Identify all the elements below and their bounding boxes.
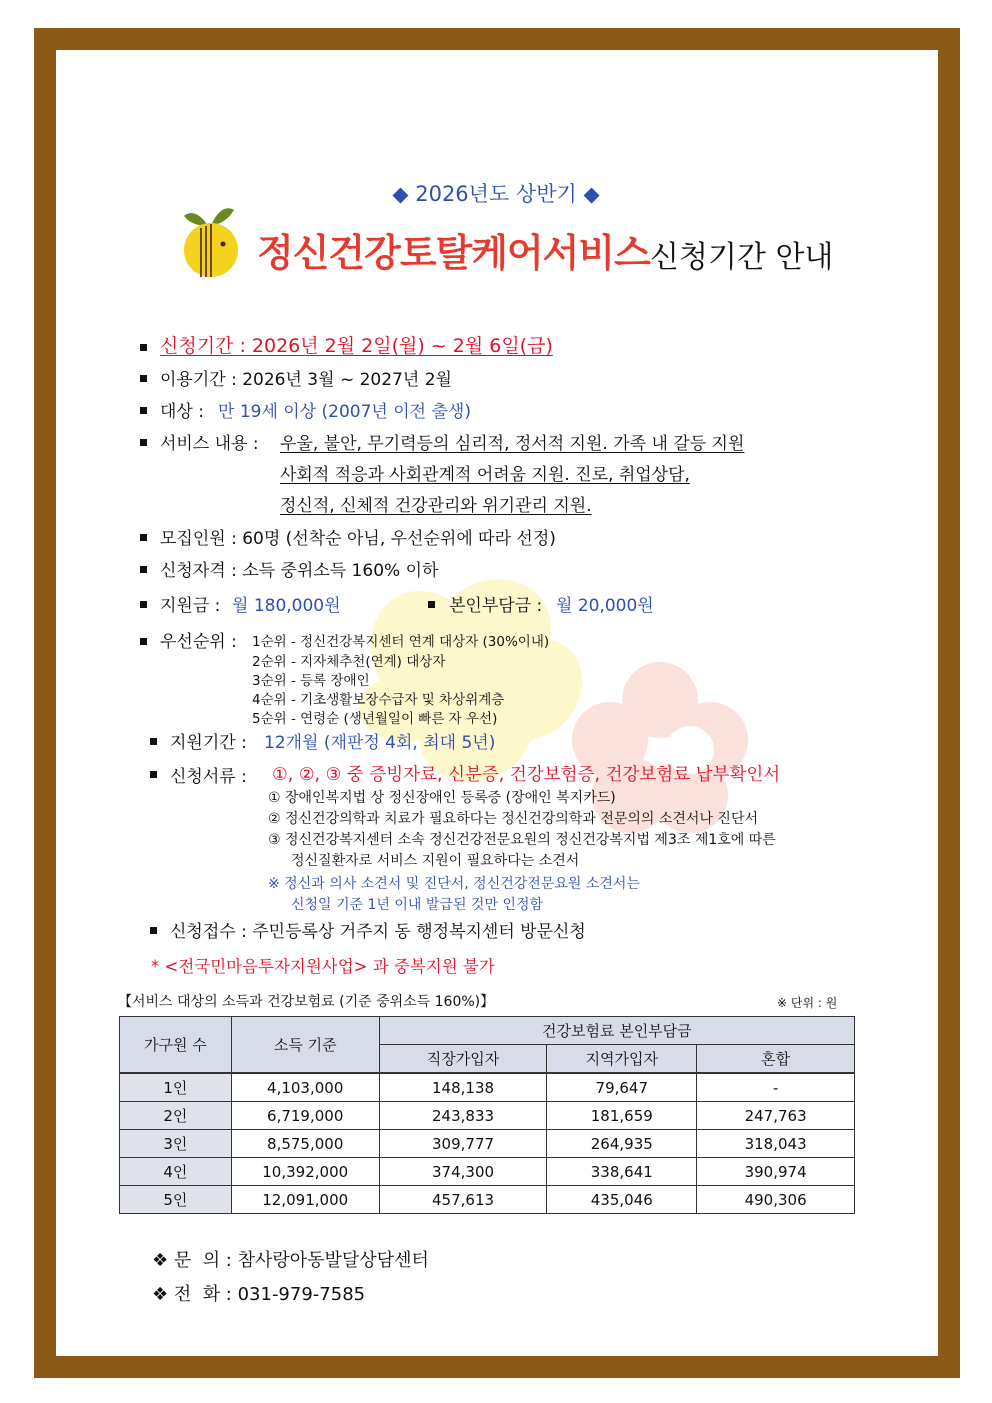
cell-household: 4인 [120, 1158, 232, 1186]
table-row [120, 1158, 855, 1186]
document-3-cont: 정신질환자로 서비스 지원이 필요하다는 소견서 [291, 853, 580, 869]
cell-workplace: 148,138 [379, 1073, 547, 1102]
documents-value: ①, ②, ③ 중 증빙자료, 신분증, 건강보험증, 건강보험료 납부확인서 [272, 765, 781, 785]
priority-line-1: 1순위 - 정신건강복지센터 연계 대상자 (30%이내) [252, 634, 550, 650]
title-sub: 신청기간 안내 [650, 240, 834, 275]
bullet [150, 771, 157, 778]
reception: 신청접수 : 주민등록상 거주지 동 행정복지센터 방문신청 [170, 922, 586, 942]
contact-inquiry: ❖ 문 의 : 참사랑아동발달상담센터 [152, 1250, 429, 1271]
copay-label: 본인부담금 : [449, 596, 543, 616]
cell-workplace: 457,613 [379, 1186, 547, 1214]
cell-income: 4,103,000 [231, 1073, 379, 1102]
cell-regional: 435,046 [547, 1186, 697, 1214]
cell-mixed: - [697, 1073, 855, 1102]
table-row [120, 1073, 855, 1102]
header-household: 가구원 수 [120, 1017, 232, 1074]
table-caption: 【서비스 대상의 소득과 건강보험료 (기준 중위소득 160%)】 [118, 994, 495, 1010]
subtitle: ◆ 2026년도 상반기 ◆ [392, 182, 600, 206]
target-label: 대상 : [160, 402, 204, 422]
support-value: 월 180,000원 [232, 596, 341, 616]
cell-household: 3인 [120, 1130, 232, 1158]
priority-line-2: 2순위 - 지자체추천(연계) 대상자 [252, 654, 446, 670]
cell-mixed: 318,043 [697, 1130, 855, 1158]
documents-note-2: 신청일 기준 1년 이내 발급된 것만 인정함 [291, 897, 543, 913]
header-income: 소득 기준 [231, 1017, 379, 1074]
priority-label: 우선순위 : [160, 632, 237, 652]
support-label: 지원금 : [160, 596, 221, 616]
documents-label: 신청서류 : [170, 767, 247, 787]
header-regional: 지역가입자 [547, 1045, 697, 1074]
cell-household: 2인 [120, 1102, 232, 1130]
bullet [140, 344, 147, 351]
cell-workplace: 243,833 [379, 1102, 547, 1130]
cell-workplace: 309,777 [379, 1130, 547, 1158]
table-unit: ※ 단위 : 원 [777, 996, 838, 1010]
copay-value: 월 20,000원 [556, 596, 654, 616]
bullet [150, 927, 157, 934]
qualification: 신청자격 : 소득 중위소득 160% 이하 [160, 561, 439, 581]
header-workplace: 직장가입자 [379, 1045, 547, 1074]
priority-line-5: 5순위 - 연령순 (생년월일이 빠른 자 우선) [252, 711, 498, 727]
priority-line-3: 3순위 - 등록 장애인 [252, 673, 370, 689]
cell-household: 1인 [120, 1073, 232, 1102]
bullet [140, 439, 147, 446]
sprout-apple-logo-icon [178, 200, 244, 278]
document-3: ③ 정신건강복지센터 소속 정신건강전문요원의 정신건강복지법 제3조 제1호에 따른 [268, 832, 776, 848]
service-line-2: 사회적 적응과 사회관계적 어려움 지원. 진로, 취업상담, [280, 465, 690, 485]
table-row [120, 1130, 855, 1158]
bullet [140, 566, 147, 573]
target-value: 만 19세 이상 (2007년 이전 출생) [218, 402, 471, 422]
apply-period: 신청기간 : 2026년 2월 2일(월) ~ 2월 6일(금) [160, 335, 553, 357]
contact-phone: ❖ 전 화 : 031-979-7585 [152, 1284, 366, 1305]
cell-income: 10,392,000 [231, 1158, 379, 1186]
support-period-value: 12개월 (재판정 4회, 최대 5년) [264, 733, 496, 753]
service-line-3: 정신적, 신체적 건강관리와 위기관리 지원. [280, 496, 592, 516]
cell-income: 8,575,000 [231, 1130, 379, 1158]
title-main: 정신건강토탈케어서비스 [257, 231, 650, 275]
support-period-label: 지원기간 : [170, 733, 247, 753]
cell-regional: 79,647 [547, 1073, 697, 1102]
bullet [428, 601, 435, 608]
header-premium-group: 건강보험료 본인부담금 [379, 1017, 854, 1045]
table-row [120, 1186, 855, 1214]
service-label: 서비스 내용 : [160, 434, 259, 454]
table-row [120, 1102, 855, 1130]
use-period: 이용기간 : 2026년 3월 ~ 2027년 2월 [160, 370, 452, 390]
cell-income: 12,091,000 [231, 1186, 379, 1214]
header-mixed: 혼합 [697, 1045, 855, 1074]
cell-workplace: 374,300 [379, 1158, 547, 1186]
cell-income: 6,719,000 [231, 1102, 379, 1130]
bullet [140, 534, 147, 541]
cell-mixed: 247,763 [697, 1102, 855, 1130]
cell-regional: 181,659 [547, 1102, 697, 1130]
document-2: ② 정신건강의학과 치료가 필요하다는 정신건강의학과 전문의의 소견서나 진단서 [268, 811, 758, 827]
duplicate-warning: * <전국민마음투자지원사업> 과 중복지원 불가 [151, 957, 495, 976]
documents-note-1: ※ 정신과 의사 소견서 및 진단서, 정신건강전문요원 소견서는 [268, 876, 640, 892]
priority-line-4: 4순위 - 기초생활보장수급자 및 차상위계층 [252, 692, 505, 708]
cell-mixed: 490,306 [697, 1186, 855, 1214]
cell-household: 5인 [120, 1186, 232, 1214]
bullet [150, 738, 157, 745]
cell-mixed: 390,974 [697, 1158, 855, 1186]
cell-regional: 264,935 [547, 1130, 697, 1158]
document-1: ① 장애인복지법 상 정신장애인 등록증 (장애인 복지카드) [268, 790, 616, 806]
bullet [140, 375, 147, 382]
income-premium-table [119, 1016, 855, 1214]
bullet [140, 638, 147, 645]
bullet [140, 601, 147, 608]
cell-regional: 338,641 [547, 1158, 697, 1186]
service-line-1: 우울, 불안, 무기력등의 심리적, 정서적 지원. 가족 내 갈등 지원 [280, 434, 745, 454]
recruit: 모집인원 : 60명 (선착순 아님, 우선순위에 따라 선정) [160, 529, 556, 549]
bullet [140, 407, 147, 414]
